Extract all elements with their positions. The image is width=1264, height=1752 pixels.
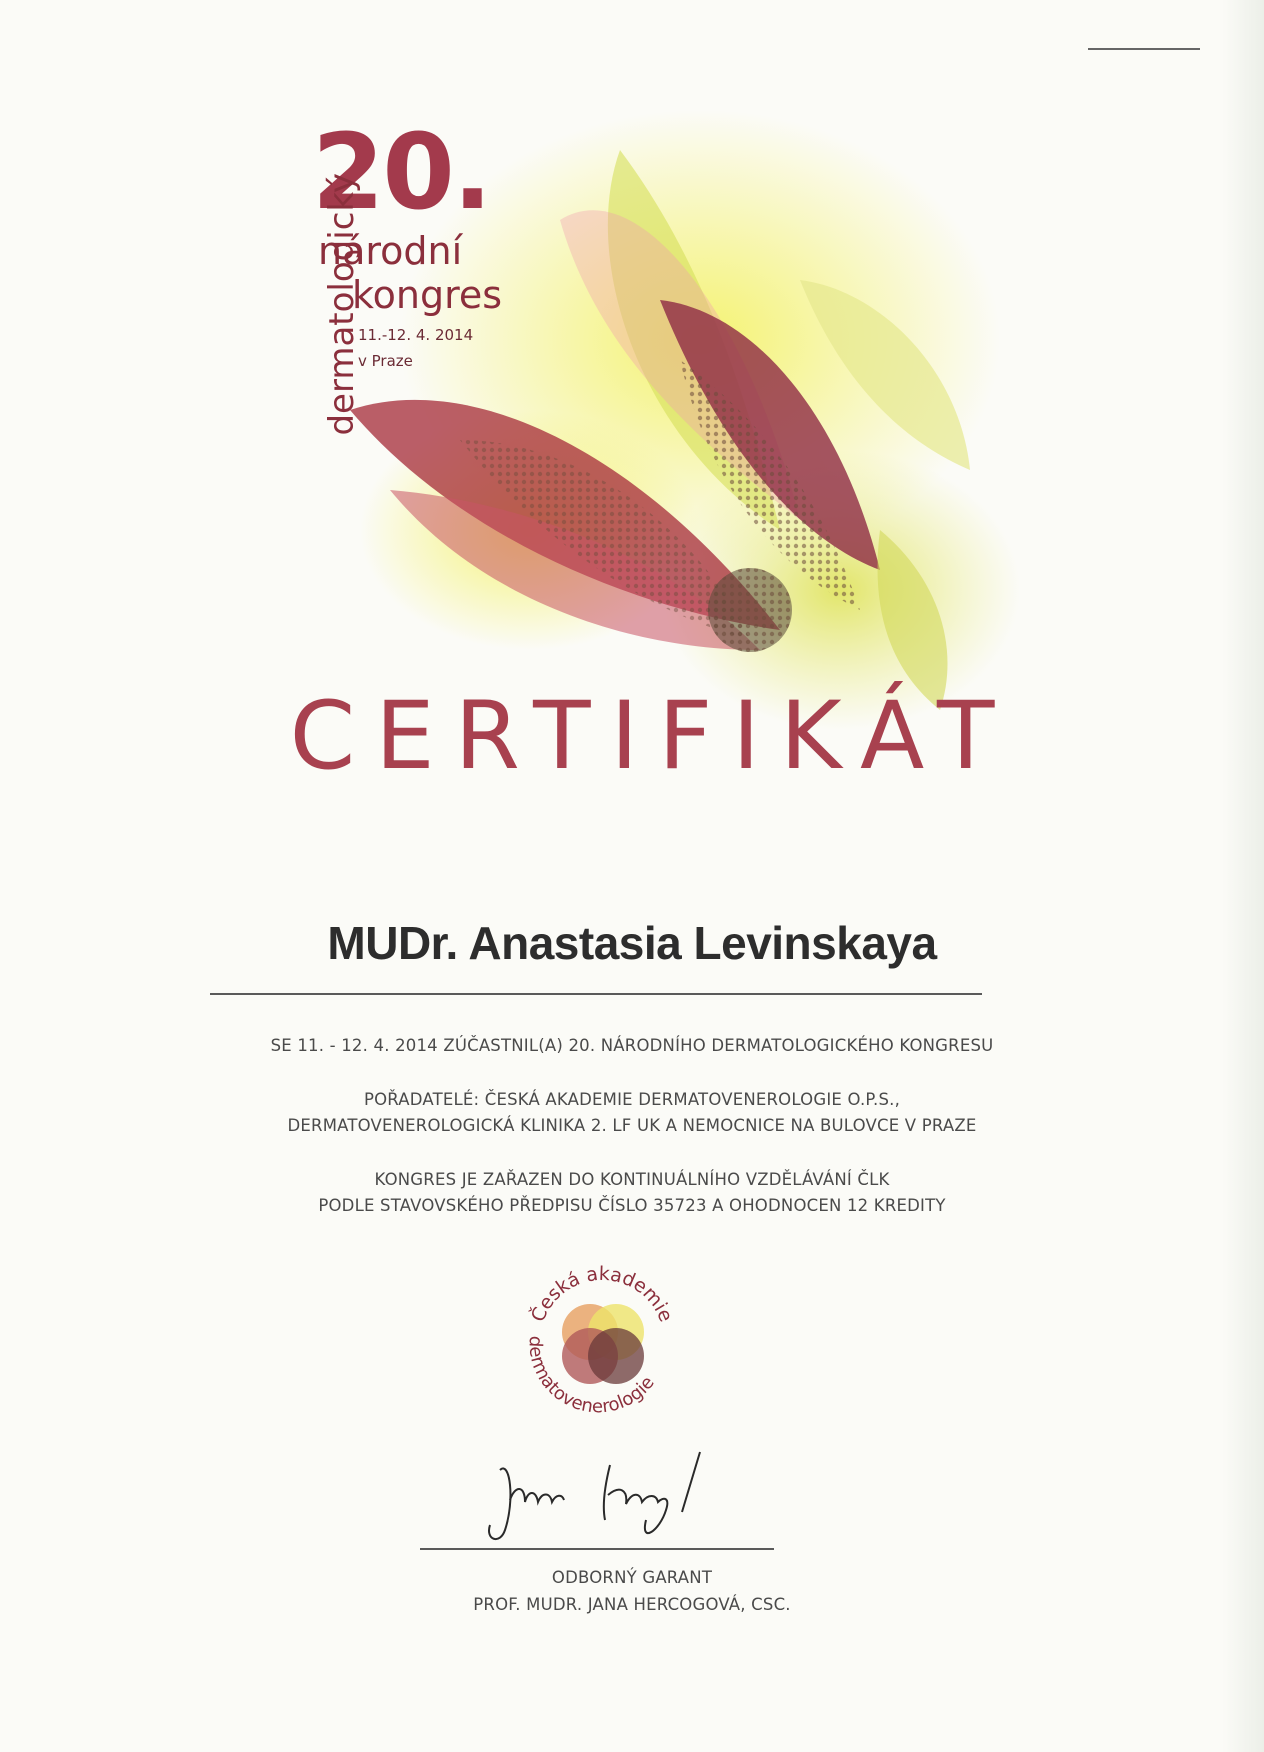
- academy-seal: [512, 1250, 692, 1430]
- logo-word-narodni: národní: [318, 229, 463, 273]
- signature-line: [420, 1548, 774, 1550]
- logo-word-kongres: kongres: [352, 273, 503, 317]
- logo-word-dermatologicky: dermatologický: [322, 173, 362, 436]
- flower-center-dots: [708, 568, 792, 652]
- signatory-name: PROF. MUDR. JANA HERCOGOVÁ, CSC.: [473, 1595, 791, 1614]
- seal-circle-brown: [588, 1328, 644, 1384]
- recipient-name: MUDr. Anastasia Levinskaya: [327, 917, 937, 969]
- seal-text-top: Česká akademie: [526, 1262, 678, 1326]
- organizers-line-1: POŘADATELÉ: ČESKÁ AKADEMIE DERMATOVENEROLOGIE O.P.S.,: [363, 1090, 901, 1109]
- name-underline: [210, 993, 982, 995]
- participation-statement: SE 11. - 12. 4. 2014 ZÚČASTNIL(A) 20. NÁRODNÍHO DERMATOLOGICKÉHO KONGRESU: [270, 1036, 994, 1055]
- page-edge-shade: [1222, 0, 1264, 1752]
- corner-mark: [1088, 48, 1200, 50]
- congress-number: 20.: [312, 111, 491, 233]
- certificate-title: CERTIFIKÁT: [289, 682, 1015, 791]
- credits-line-1: KONGRES JE ZAŘAZEN DO KONTINUÁLNÍHO VZDĚLÁVÁNÍ ČLK: [374, 1170, 890, 1189]
- organizers-line-2: DERMATOVENEROLOGICKÁ KLINIKA 2. LF UK A NEMOCNICE NA BULOVCE V PRAZE: [287, 1116, 977, 1135]
- handwritten-signature: [470, 1440, 730, 1560]
- signatory-role: ODBORNÝ GARANT: [551, 1568, 713, 1587]
- congress-dates: 11.-12. 4. 2014: [358, 326, 474, 344]
- credits-line-2: PODLE STAVOVSKÉHO PŘEDPISU ČÍSLO 35723 A OHODNOCEN 12 KREDITY: [318, 1196, 946, 1215]
- congress-place: v Praze: [358, 352, 413, 370]
- seal-text-bottom: dermatovenerologie: [524, 1335, 659, 1418]
